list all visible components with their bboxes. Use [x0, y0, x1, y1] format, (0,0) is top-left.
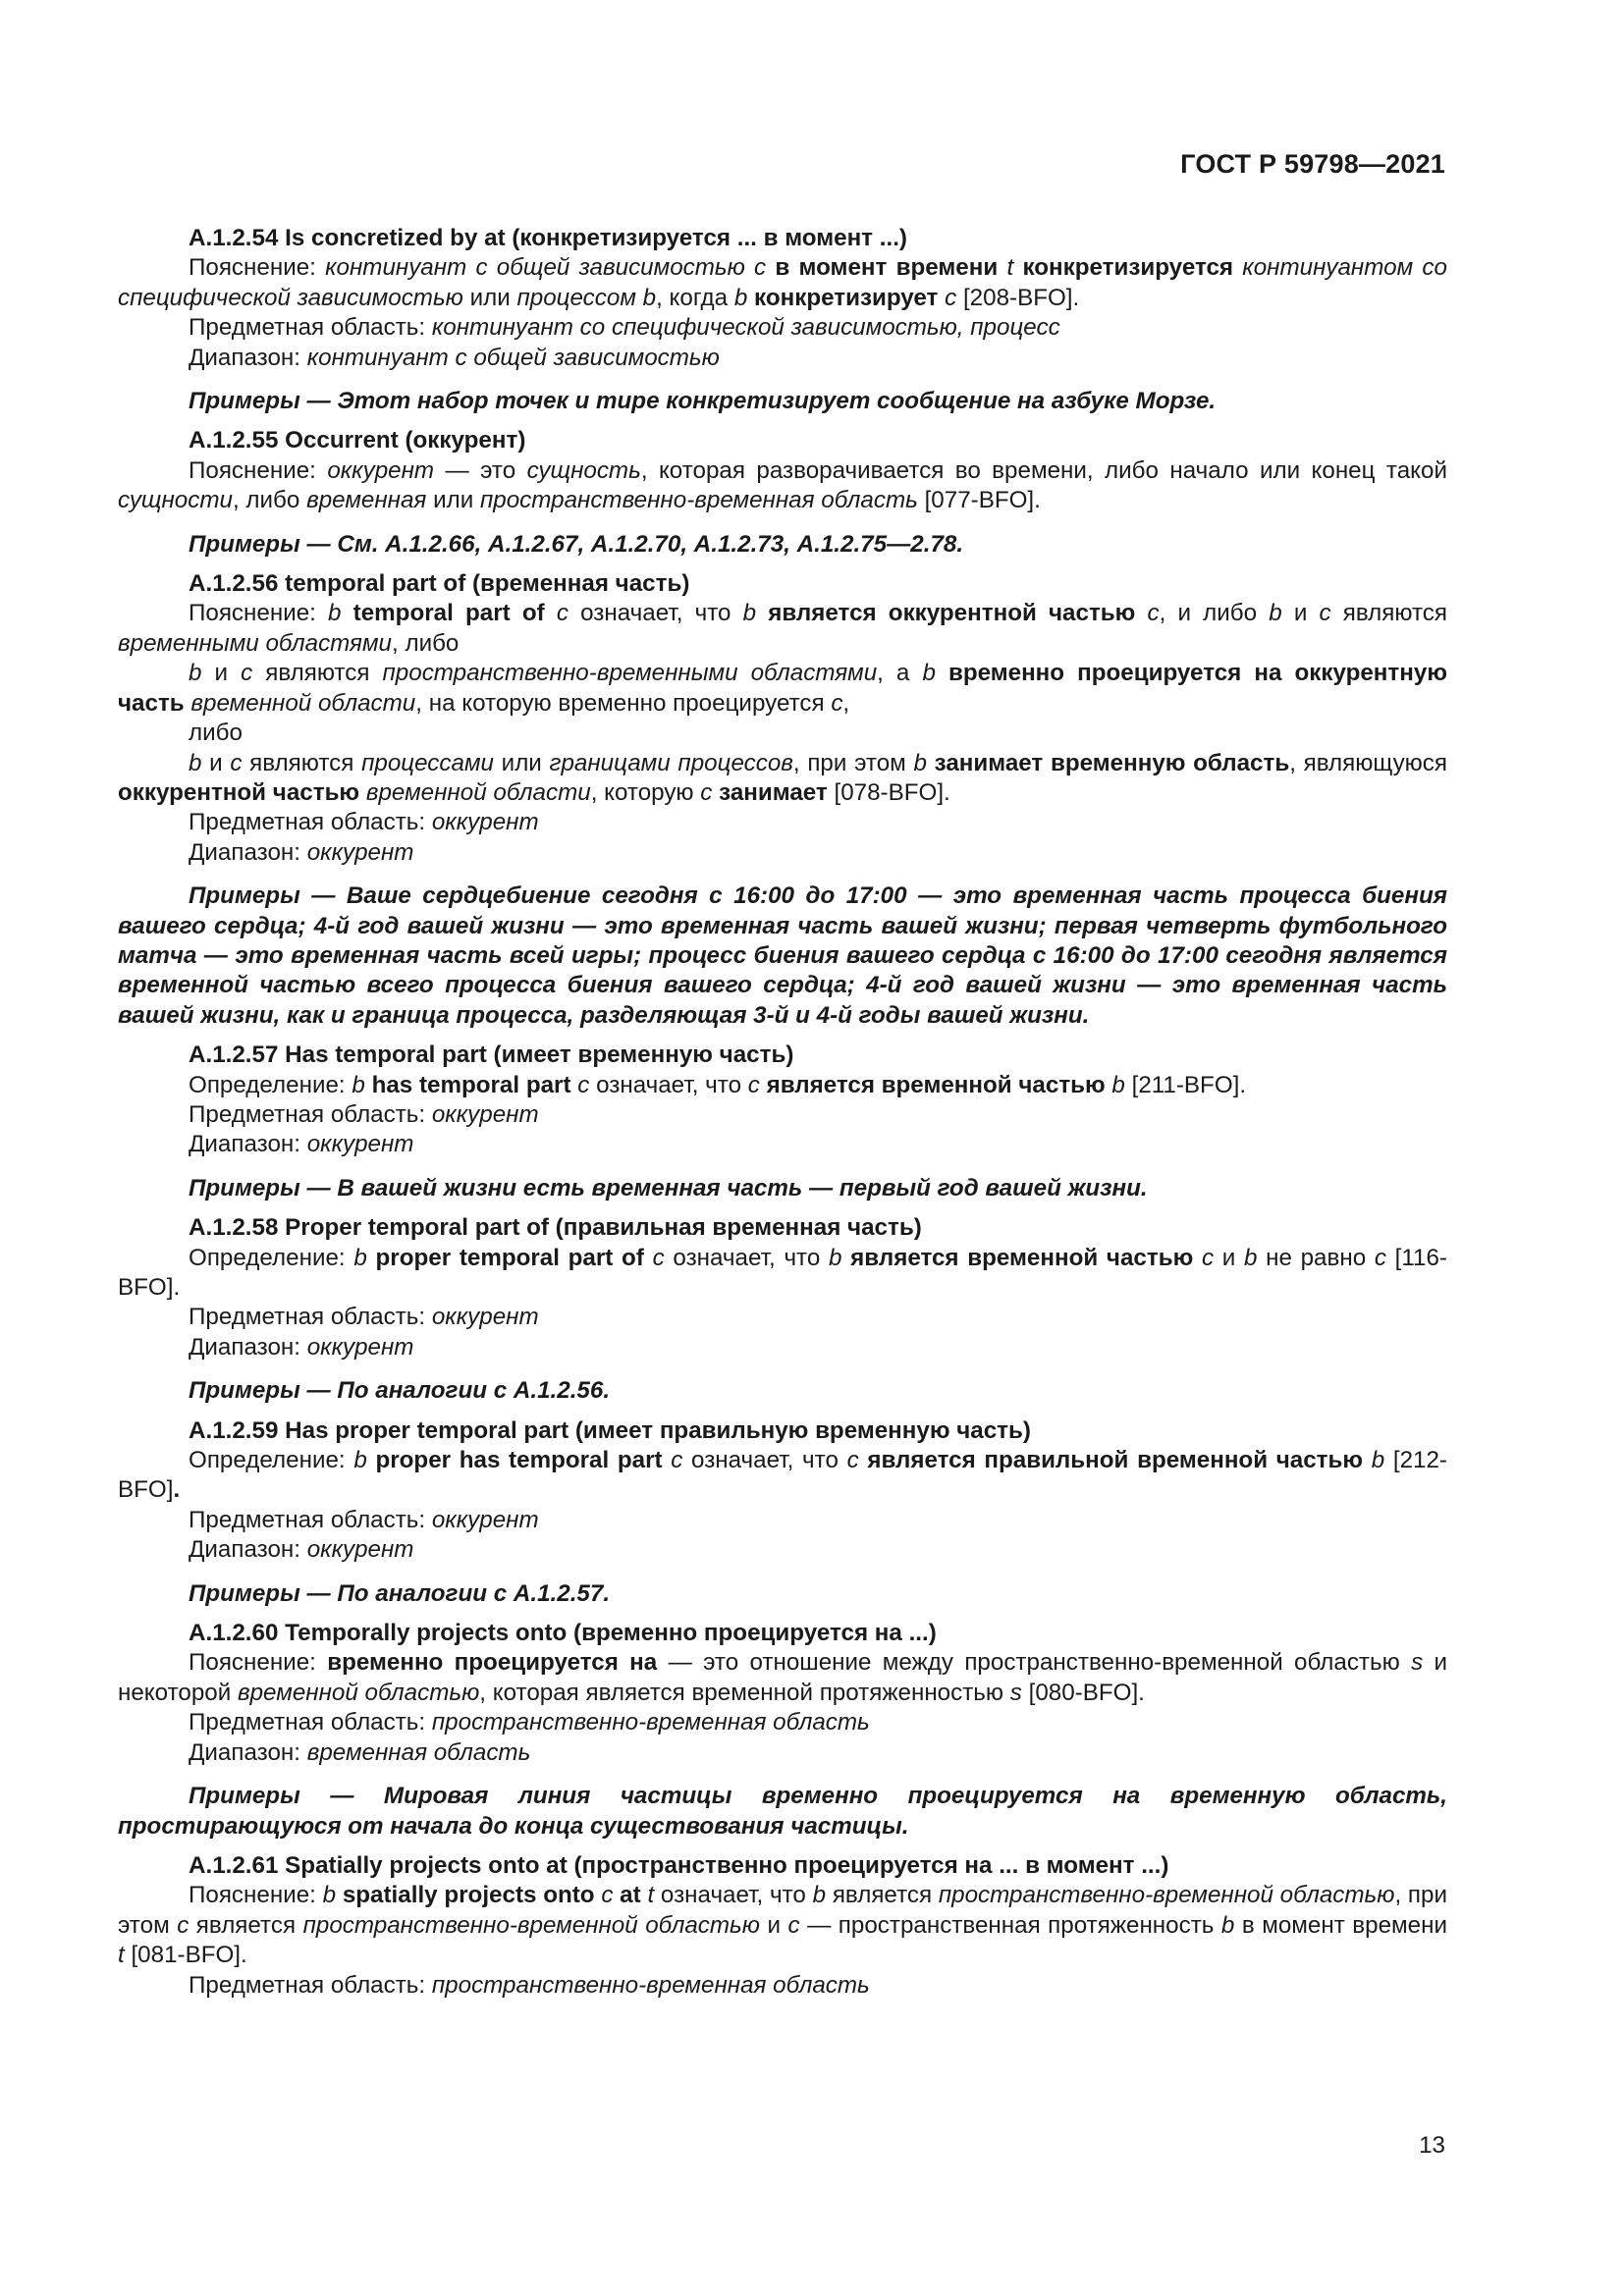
range: Диапазон: оккурент — [189, 1536, 414, 1564]
section-heading: A.1.2.56 temporal part of (временная часть) — [189, 570, 690, 598]
explanation-continued: b и с являются процессами или границами процессов, при этом b занимает временную область, являющуюся оккурентной частью временной области, которую с занимает [078-BFO]. — [118, 749, 1447, 806]
section-heading: A.1.2.58 Proper temporal part of (правильная временная часть) — [189, 1214, 922, 1242]
section-heading: A.1.2.60 Temporally projects onto (временно проецируется на ...) — [189, 1620, 937, 1647]
range: Диапазон: континуант с общей зависимостью — [189, 344, 720, 371]
section-heading: A.1.2.55 Occurrent (оккурент) — [189, 427, 526, 454]
explanation: Пояснение: b spatially projects onto с at t означает, что b является пространственно-временной областью, при этом с является пространственно-временной областью и с — пространственная протяженность b в момент времени t [081-BFO]. — [118, 1882, 1447, 1969]
example: Примеры — Мировая линия частицы временно проецируется на временную область, простирающуюся от начала до конца существования частицы. — [118, 1783, 1447, 1840]
definition: Определение: b proper temporal part of с означает, что b является временной частью с и b не равно с [116-BFO]. — [118, 1244, 1447, 1301]
example: Примеры — По аналогии с А.1.2.56. — [189, 1377, 611, 1405]
explanation: Пояснение: континуант с общей зависимостью с в момент времени t конкретизируется континуантом со специфической зависимостью или процессом b, когда b конкретизирует с [208-BFO]. — [118, 254, 1447, 311]
domain: Предметная область: оккурент — [189, 1100, 539, 1128]
example: Примеры — В вашей жизни есть временная часть — первый год вашей жизни. — [189, 1174, 1148, 1201]
definition: Определение: b has temporal part с означает, что с является временной частью b [211-BFO]. — [189, 1071, 1247, 1098]
example: Примеры — Этот набор точек и тире конкретизирует сообщение на азбуке Морзе. — [189, 388, 1217, 415]
range: Диапазон: оккурент — [189, 1333, 414, 1361]
example: Примеры — См. А.1.2.66, А.1.2.67, А.1.2.70, А.1.2.73, А.1.2.75—2.78. — [189, 530, 964, 558]
example: Примеры — По аналогии с А.1.2.57. — [189, 1579, 611, 1607]
domain: Предметная область: пространственно-временная область — [189, 1971, 870, 1999]
section-heading: A.1.2.54 Is concretized by at (конкретизируется ... в момент ...) — [189, 225, 907, 251]
domain: Предметная область: оккурент — [189, 1506, 539, 1533]
definition: Определение: b proper has temporal part с означает, что с является правильной временной частью b [212-BFO]. — [118, 1447, 1447, 1504]
page-number: 13 — [1419, 2132, 1445, 2159]
domain: Предметная область: континуант со специфической зависимостью, процесс — [189, 314, 1060, 342]
explanation-connector: либо — [189, 720, 243, 747]
explanation: Пояснение: временно проецируется на — это отношение между пространственно-временной областью s и некоторой временной областью, которая является временной протяженностью s [080-BFO]. — [118, 1649, 1448, 1706]
domain: Предметная область: пространственно-временная область — [189, 1709, 870, 1736]
explanation: Пояснение: оккурент — это сущность, которая разворачивается во времени, либо начало или конец такой сущности, либо временная или пространственно-временная область [077-BFO]. — [118, 456, 1447, 514]
domain: Предметная область: оккурент — [189, 1304, 539, 1331]
range: Диапазон: оккурент — [189, 838, 414, 866]
section-heading: A.1.2.57 Has temporal part (имеет временную часть) — [189, 1041, 794, 1069]
section-heading: A.1.2.59 Has proper temporal part (имеет правильную временную часть) — [189, 1416, 1031, 1444]
section-heading: A.1.2.61 Spatially projects onto at (пространственно проецируется на ... в момент ...) — [189, 1851, 1169, 1879]
explanation-continued: b и с являются пространственно-временными областями, а b временно проецируется на оккурентную часть временной области, на которую временно проецируется с, — [118, 660, 1447, 717]
range: Диапазон: оккурент — [189, 1131, 414, 1158]
range: Диапазон: временная область — [189, 1738, 531, 1766]
example: Примеры — Ваше сердцебиение сегодня с 16:00 до 17:00 — это временная часть процесса биения вашего сердца; 4-й год вашей жизни — это временная часть вашей жизни; первая четверть футбольного матча — это временная часть всей игры; процесс биения вашего сердца с 16:00 до 17:00 сегодня является временной частью всего процесса биения вашего сердца; 4-й год вашей жизни — это временная часть вашей жизни, как и граница процесса, разделяющая 3-й и 4-й годы вашей жизни. — [118, 882, 1447, 1029]
document-code: ГОСТ Р 59798—2021 — [1180, 149, 1445, 179]
explanation: Пояснение: b temporal part of c означает, что b является оккурентной частью с, и либо b и с являются временными областями, либо — [118, 600, 1447, 657]
domain: Предметная область: оккурент — [189, 809, 539, 836]
document-body — [118, 224, 1447, 2001]
